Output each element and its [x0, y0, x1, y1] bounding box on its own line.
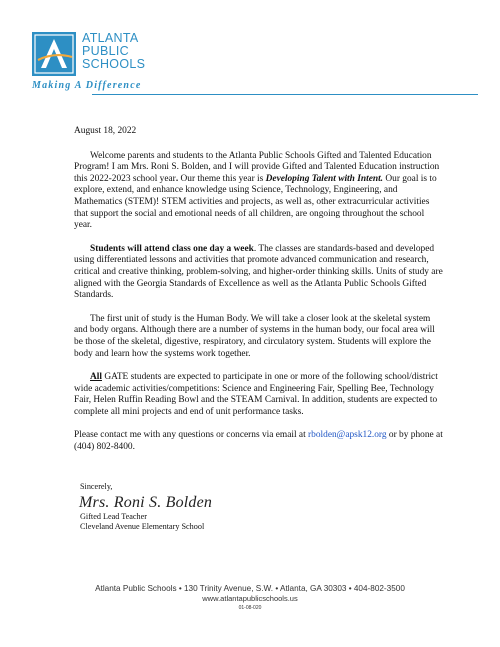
p1-period: .	[175, 173, 179, 184]
p3-text: The first unit of study is the Human Body. We will take a closer look at the skeletal system and body organs. Although there are a number of systems in the human body, our focal area will be those of the skeletal, digestive, respiratory, and circulatory system. Students will explore the body and learn how the systems work together.	[74, 313, 435, 359]
aps-logo-icon	[32, 32, 76, 76]
sig-title-role: Gifted Lead Teacher	[80, 512, 148, 521]
paragraph-contact	[74, 430, 444, 453]
sig-title-school: Cleveland Avenue Elementary School	[80, 522, 205, 531]
signature: Mrs. Roni S. Bolden	[79, 494, 213, 511]
paragraph-competitions	[74, 372, 444, 418]
p2-text: . The classes are standards-based and developed using differentiated lessons and activities that promote advanced communication and research, critical and creative thinking, problem-solving, and higher-order thinking skills. Units of study are aligned with the Georgia Standards of Excellence as well as the Atlanta Public Schools Gifted Standards.	[74, 243, 443, 301]
p5-text-b: or by phone at (404) 802-8400.	[74, 430, 443, 453]
org-name-line3: SCHOOLS	[82, 57, 146, 71]
theme-text: Developing Talent with Intent.	[265, 173, 384, 184]
p1-text-a: Welcome parents and students to the Atlanta Public Schools Gifted and Talented Education Program! I am Mrs. Roni S. Bolden, and I will provide Gifted and Talented Education instruction this 2022-2023 school year	[74, 150, 440, 184]
org-name-line1: ATLANTA	[82, 31, 139, 45]
signoff: Sincerely,	[80, 482, 113, 491]
header-divider	[92, 94, 478, 95]
p5-text-a: Please contact me with any questions or concerns via email at	[74, 430, 309, 441]
footer-code: 01-08-020	[238, 605, 262, 611]
footer	[0, 584, 500, 612]
p1-text-c: Our goal is to explore, extend, and enhance knowledge using Science, Technology, Engineering, and Mathematics (STEM)! STEM activities and projects, as well as, other extracurricular activities that support the social and emotional needs of all children, are ongoing throughout the school year.	[74, 173, 437, 231]
p1-text-b: Our theme this year is	[178, 173, 266, 184]
org-name-line2: PUBLIC	[82, 44, 129, 58]
letter-date: August 18, 2022	[74, 126, 137, 136]
org-name	[82, 32, 145, 71]
letter-body	[74, 126, 444, 466]
paragraph-welcome	[74, 151, 444, 232]
paragraph-unit	[74, 314, 444, 360]
tagline: Making A Difference	[32, 80, 142, 91]
signature-block	[80, 512, 204, 532]
footer-website[interactable]: www.atlantapublicschools.us	[202, 594, 298, 603]
p4-lead: All	[90, 372, 102, 383]
schedule-highlight: Students will attend class one day a week	[90, 243, 254, 254]
paragraph-schedule	[74, 244, 444, 302]
email-link[interactable]: rbolden@apsk12.org	[308, 430, 387, 441]
p4-text: GATE students are expected to participate in one or more of the following school/district wide academic activities/competitions: Science and Engineering Fair, Spelling Bee, Technology Fair, Helen Ruffin Reading Bowl and the STEAM Carnival. In addition, students are expected to complete all mini projects and end of unit performance tasks.	[74, 372, 438, 417]
footer-address: Atlanta Public Schools • 130 Trinity Avenue, S.W. • Atlanta, GA 30303 • 404-802-3500	[95, 584, 405, 593]
